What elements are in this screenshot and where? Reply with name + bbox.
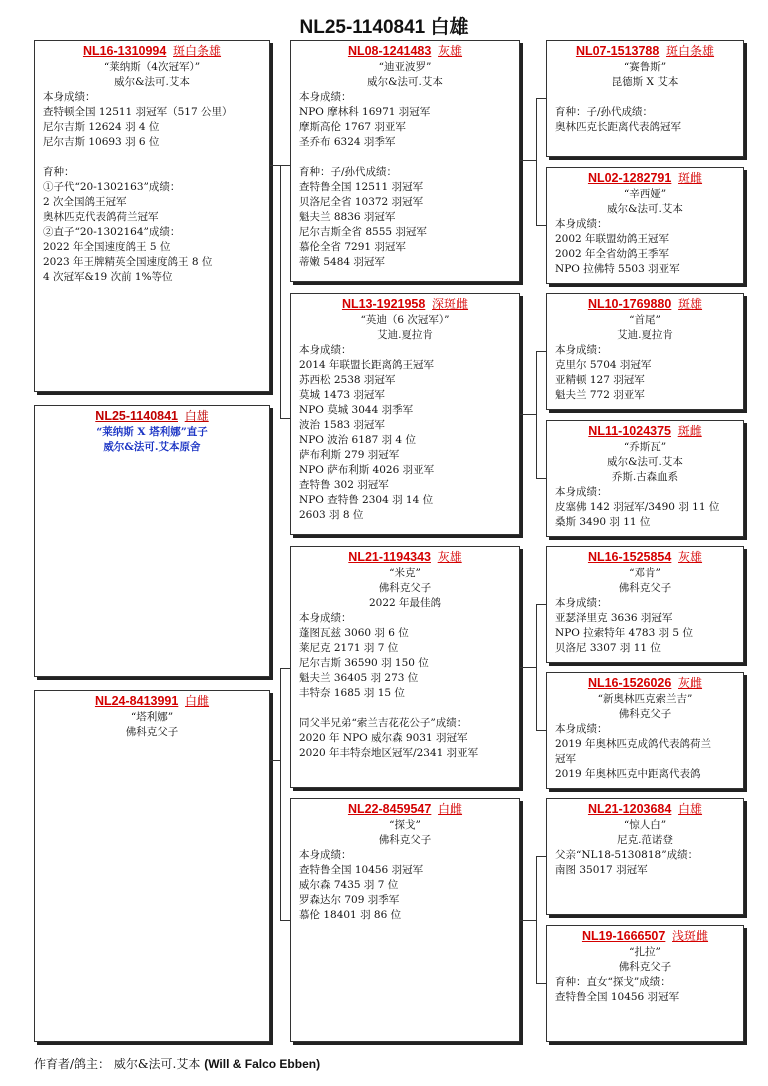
ring-number: NL25-1140841: [95, 409, 178, 423]
card-body-line: 本身成绩：: [555, 597, 608, 609]
connector-line: [536, 604, 537, 730]
ring-header: [555, 676, 735, 692]
connector-line: [280, 668, 290, 669]
card-header-line: “首尾”: [629, 314, 661, 326]
card-body-line: 苏西松 2538 羽冠军: [299, 374, 396, 386]
card-body-line: NPO 查特鲁 2304 羽 14 位: [299, 494, 434, 506]
color-sex-tag: 灰雌: [678, 676, 703, 690]
color-sex-tag: 白雄: [678, 802, 703, 816]
ring-number: NL16-1525854: [587, 550, 672, 564]
grandparent-card-1: [290, 40, 520, 282]
subject-line: “莱纳斯 X 塔利娜”直子: [96, 426, 208, 438]
great-grandparent-card-8: [546, 925, 744, 1042]
card-body-line: 尼尔吉斯全省 8555 羽冠军: [299, 226, 427, 238]
card-header-line: “英迪（6 次冠军）”: [360, 314, 450, 326]
card-body-line: 皮塞佛 142 羽冠军/3490 羽 11 位: [555, 501, 720, 513]
card-body-line: 育种：子/孙代成绩：: [299, 166, 398, 178]
ring-number: NL24-8413991: [94, 694, 179, 708]
color-sex-tag: 斑雌: [678, 171, 703, 185]
card-header-line: “乔斯瓦”: [623, 441, 667, 453]
card-body-line: 本身成绩：: [299, 91, 352, 103]
card-body-line: 2020 年丰特奈地区冠军/2341 羽亚军: [299, 747, 479, 759]
card-body-line: 桑斯 3490 羽 11 位: [555, 516, 651, 528]
subject-line: 威尔&法可.艾本原舍: [103, 441, 201, 453]
card-body-line: 蓬图瓦兹 3060 羽 6 位: [299, 627, 409, 639]
ring-header: [299, 802, 511, 818]
connector-line: [536, 351, 537, 478]
great-grandparent-card-2: [546, 167, 744, 284]
card-body-line: 奥林匹克代表鸽荷兰冠军: [43, 211, 159, 223]
grandparent-card-4: [290, 798, 520, 1042]
ring-number: NL19-1666507: [581, 929, 666, 943]
card-header-line: 威尔&法可.艾本: [607, 456, 683, 468]
card-body-line: 父亲“NL18-5130818”成绩：: [555, 849, 699, 861]
page-title: NL25-1140841 白雄: [299, 17, 469, 38]
card-body-line: 查特鲁全国 10456 羽冠军: [555, 991, 680, 1003]
ring-header: [555, 171, 735, 187]
great-grandparent-card-3: [546, 293, 744, 410]
card-header-line: 佛科克父子: [618, 961, 672, 973]
color-sex-tag: 灰雄: [678, 550, 703, 564]
ring-header: [555, 929, 735, 945]
card-body-line: 萨布利斯 279 羽冠军: [299, 449, 400, 461]
connector-line: [520, 414, 536, 415]
sire-card: [34, 40, 270, 392]
card-body-line: 本身成绩：: [555, 344, 608, 356]
footer-label: 作育者/鸽主：: [34, 1057, 111, 1071]
ring-number: NL16-1310994: [82, 44, 167, 58]
great-grandparent-card-4: [546, 420, 744, 537]
ring-number: NL21-1194343: [348, 550, 431, 564]
card-body-line: 2002 年联盟幼鸽王冠军: [555, 233, 670, 245]
card-body-line: 魁夫兰 36405 羽 273 位: [299, 672, 419, 684]
card-header-line: 佛科克父子: [618, 708, 672, 720]
card-body-line: 2 次全国鸽王冠军: [43, 196, 127, 208]
card-body-line: 魁夫兰 772 羽亚军: [555, 389, 645, 401]
ring-header: [555, 802, 735, 818]
card-header-line: 2022 年最佳鸽: [368, 597, 442, 609]
connector-line: [520, 667, 536, 668]
color-sex-tag: 浅斑雌: [672, 929, 709, 943]
card-body-line: 2002 年全省幼鸽王季军: [555, 248, 670, 260]
connector-line: [536, 98, 546, 99]
connector-line: [520, 920, 536, 921]
card-header-line: 艾迪.夏拉肯: [617, 329, 673, 341]
footer-owner: 威尔&法可.艾本: [113, 1057, 201, 1071]
card-body-line: 育种：: [43, 166, 75, 178]
card-header-line: “辛西娅”: [623, 188, 667, 200]
card-body-line: 蒂嫩 5484 羽冠军: [299, 256, 385, 268]
ring-header: [555, 297, 735, 313]
card-body-line: 2023 年王牌精英全国速度鸽王 8 位: [43, 256, 213, 268]
connector-line: [270, 760, 280, 761]
card-header-line: 乔斯.古森血系: [611, 471, 679, 483]
connector-line: [536, 478, 546, 479]
ring-header: [299, 550, 511, 566]
card-header-line: 佛科克父子: [378, 834, 432, 846]
ring-number: NL11-1024375: [588, 424, 671, 438]
card-body-line: 波治 1583 羽冠军: [299, 419, 385, 431]
connector-line: [536, 98, 537, 225]
card-body-line: 同父半兄弟“索兰吉花花公子”成绩：: [299, 717, 468, 729]
card-body-line: 本身成绩：: [299, 612, 352, 624]
card-header-line: 佛科克父子: [125, 726, 179, 738]
color-sex-tag: 深斑雌: [432, 297, 469, 311]
color-sex-tag: 斑雌: [677, 424, 702, 438]
card-body-line: 摩斯高伦 1767 羽亚军: [299, 121, 406, 133]
card-body-line: 本身成绩：: [555, 486, 608, 498]
card-body-line: 查特顿全国 12511 羽冠军（517 公里）: [43, 106, 233, 118]
footer-owner-en: (Will & Falco Ebben): [204, 1057, 321, 1071]
card-body-line: 本身成绩：: [299, 849, 352, 861]
ring-header: [43, 694, 261, 710]
connector-line: [536, 730, 546, 731]
card-body-line: 本身成绩：: [299, 344, 352, 356]
card-body-line: 丰特奈 1685 羽 15 位: [299, 687, 405, 699]
card-body-line: 2014 年联盟长距离鸽王冠军: [299, 359, 435, 371]
connector-line: [536, 856, 537, 983]
ring-number: NL10-1769880: [587, 297, 672, 311]
card-body-line: 罗森达尔 709 羽季军: [299, 894, 400, 906]
connector-line: [520, 160, 536, 161]
card-body-line: 冠军: [555, 753, 576, 765]
color-sex-tag: 白雌: [438, 802, 463, 816]
connector-line: [536, 225, 546, 226]
card-body-line: 贝洛尼全省 10372 羽冠军: [299, 196, 424, 208]
connector-line: [536, 604, 546, 605]
card-body-line: 亚精顿 127 羽冠军: [555, 374, 645, 386]
color-sex-tag: 灰雄: [438, 44, 463, 58]
card-body-line: 尼尔吉斯 36590 羽 150 位: [299, 657, 429, 669]
connector-line: [280, 920, 290, 921]
ring-header: [43, 409, 261, 425]
card-body-line: 2020 年 NPO 威尔森 9031 羽冠军: [299, 732, 468, 744]
card-body-line: 育种：子/孙代成绩：: [555, 106, 654, 118]
card-body-line: 查特鲁全国 12511 羽冠军: [299, 181, 424, 193]
connector-line: [280, 165, 281, 418]
card-body-line: 查特鲁全国 10456 羽冠军: [299, 864, 424, 876]
ring-header: [299, 297, 511, 313]
card-header-line: 威尔&法可.艾本: [607, 203, 683, 215]
card-body-line: 克里尔 5704 羽冠军: [555, 359, 652, 371]
card-body-line: 南图 35017 羽冠军: [555, 864, 648, 876]
grandparent-card-2: [290, 293, 520, 535]
great-grandparent-card-6: [546, 672, 744, 789]
card-body-line: 育种：直女“探戈”成绩：: [555, 976, 671, 988]
connector-line: [536, 351, 546, 352]
grandparent-card-3: [290, 546, 520, 788]
card-body-line: 魁夫兰 8836 羽冠军: [299, 211, 396, 223]
color-sex-tag: 白雌: [185, 694, 210, 708]
card-body-line: 4 次冠军&19 次前 1%等位: [43, 271, 173, 283]
card-body-line: 威尔森 7435 羽 7 位: [299, 879, 399, 891]
color-sex-tag: 灰雄: [437, 550, 462, 564]
card-header-line: “赛鲁斯”: [623, 61, 667, 73]
card-header-line: 佛科克父子: [378, 582, 432, 594]
card-body-line: NPO 拉索特年 4783 羽 5 位: [555, 627, 693, 639]
card-body-line: 莱尼克 2171 羽 7 位: [299, 642, 399, 654]
ring-number: NL02-1282791: [587, 171, 672, 185]
dam-card: [34, 690, 270, 1042]
card-header-line: “探戈”: [389, 819, 421, 831]
ring-number: NL08-1241483: [347, 44, 432, 58]
ring-number: NL07-1513788: [575, 44, 660, 58]
ring-number: NL16-1526026: [587, 676, 672, 690]
connector-line: [280, 165, 290, 166]
card-header-line: 威尔&法可.艾本: [114, 76, 190, 88]
card-body-line: 本身成绩：: [555, 218, 608, 230]
card-header-line: “迪亚波罗”: [378, 61, 432, 73]
card-body-line: NPO 拉佛特 5503 羽亚军: [555, 263, 680, 275]
card-body-line: ①子代“20-1302163”成绩：: [43, 181, 181, 193]
connector-line: [536, 856, 546, 857]
card-header-line: “米克”: [389, 567, 421, 579]
connector-line: [270, 165, 280, 166]
card-body-line: [43, 150, 261, 165]
ring-number: NL21-1203684: [587, 802, 672, 816]
ring-header: [555, 550, 735, 566]
connector-line: [280, 668, 281, 920]
connector-line: [536, 983, 546, 984]
card-body-line: NPO 萨布利斯 4026 羽亚军: [299, 464, 435, 476]
card-body-line: ②直子“20-1302164”成绩：: [43, 226, 181, 238]
card-header-line: 昆德斯 X 艾本: [611, 76, 679, 88]
connector-line: [280, 418, 290, 419]
card-body-line: 查特鲁 302 羽冠军: [299, 479, 389, 491]
subject-card: [34, 405, 270, 677]
card-header-line: “塔利娜”: [130, 711, 174, 723]
card-body-line: 奥林匹克长距离代表鸽冠军: [555, 121, 681, 133]
card-body-line: 亚瑟泽里克 3636 羽冠军: [555, 612, 673, 624]
card-body-line: 贝洛尼 3307 羽 11 位: [555, 642, 661, 654]
ring-header: [299, 44, 511, 60]
card-body-line: 莫城 1473 羽冠军: [299, 389, 385, 401]
card-body-line: [299, 701, 511, 716]
card-body-line: 尼尔吉斯 10693 羽 6 位: [43, 136, 160, 148]
card-body-line: 尼尔吉斯 12624 羽 4 位: [43, 121, 160, 133]
card-header-line: “莱纳斯（4次冠军）”: [103, 61, 201, 73]
card-body-line: 2019 年奥林匹克成鸽代表鸽荷兰: [555, 738, 712, 750]
color-sex-tag: 白雄: [184, 409, 209, 423]
ring-header: [43, 44, 261, 60]
great-grandparent-card-5: [546, 546, 744, 663]
card-body-line: 2019 年奥林匹克中距离代表鸽: [555, 768, 701, 780]
card-header-line: 艾迪.夏拉肯: [377, 329, 433, 341]
card-body-line: NPO 波治 6187 羽 4 位: [299, 434, 416, 446]
card-header-line: “新奥林匹克索兰吉”: [597, 693, 693, 705]
card-body-line: 2603 羽 8 位: [299, 509, 364, 521]
card-body-line: [555, 90, 735, 105]
card-header-line: “惊人白”: [623, 819, 667, 831]
card-body-line: NPO 莫城 3044 羽季军: [299, 404, 414, 416]
color-sex-tag: 斑白条雄: [173, 44, 222, 58]
card-header-line: 佛科克父子: [618, 582, 672, 594]
color-sex-tag: 斑白条雄: [666, 44, 715, 58]
card-body-line: 圣乔布 6324 羽季军: [299, 136, 396, 148]
card-header-line: 尼克.范诺登: [617, 834, 673, 846]
card-body-line: 慕伦全省 7291 羽冠军: [299, 241, 406, 253]
card-body-line: NPO 摩林科 16971 羽冠军: [299, 106, 431, 118]
ring-number: NL22-8459547: [347, 802, 432, 816]
color-sex-tag: 斑雄: [678, 297, 703, 311]
great-grandparent-card-1: [546, 40, 744, 157]
breeder-footer: [34, 1055, 320, 1072]
ring-header: [555, 424, 735, 440]
ring-header: [555, 44, 735, 60]
card-body-line: 2022 年全国速度鸽王 5 位: [43, 241, 171, 253]
ring-number: NL13-1921958: [341, 297, 426, 311]
card-header-line: “邓肯”: [629, 567, 661, 579]
card-header-line: 威尔&法可.艾本: [367, 76, 443, 88]
card-header-line: “扎拉”: [629, 946, 661, 958]
card-body-line: [299, 150, 511, 165]
card-body-line: 慕伦 18401 羽 86 位: [299, 909, 402, 921]
card-body-line: 本身成绩：: [555, 723, 608, 735]
great-grandparent-card-7: [546, 798, 744, 915]
card-body-line: 本身成绩：: [43, 91, 96, 103]
